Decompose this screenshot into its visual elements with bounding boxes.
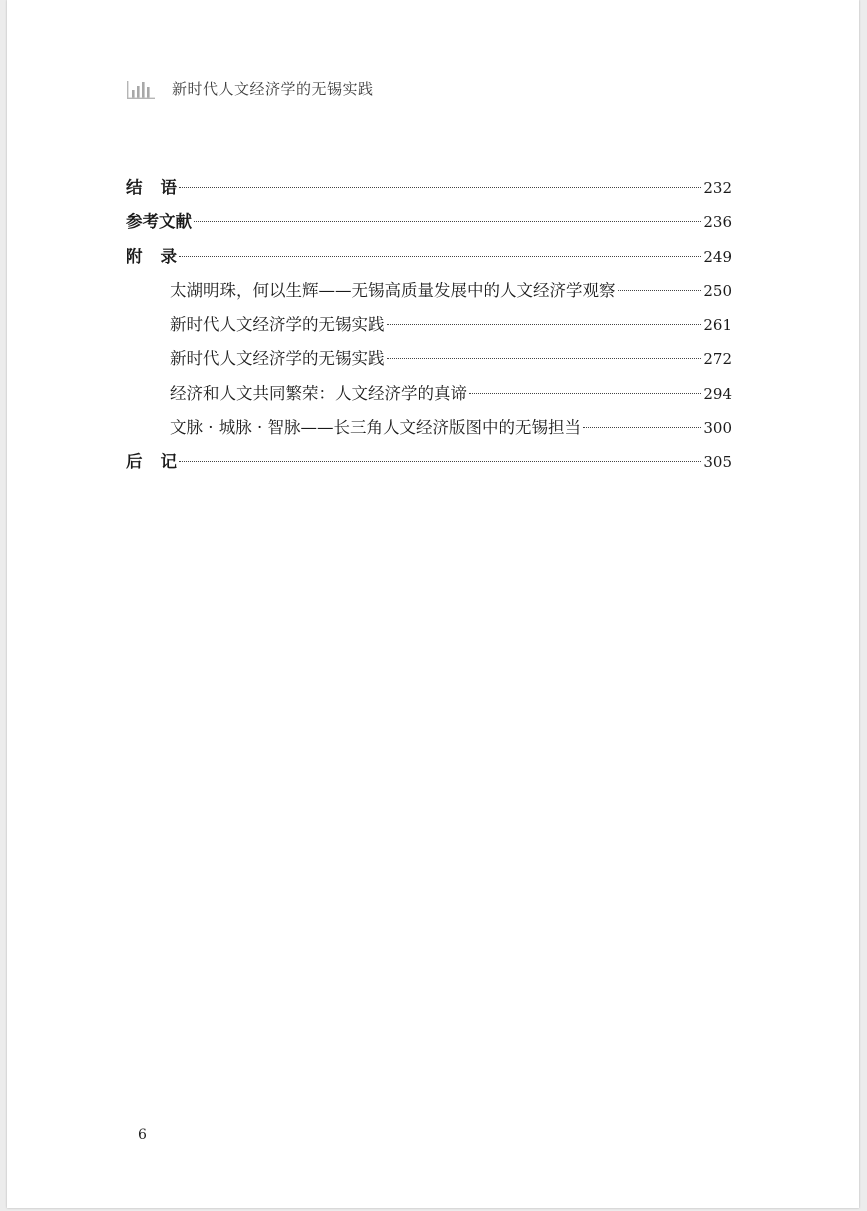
- dot-leader: [469, 393, 701, 394]
- dot-leader: [387, 324, 702, 325]
- toc-subentry[interactable]: [126, 411, 732, 445]
- toc-entry-references[interactable]: [126, 205, 732, 239]
- toc-subentry[interactable]: [126, 274, 732, 308]
- book-title: 新时代人文经济学的无锡实践: [172, 79, 374, 98]
- toc-page-number: 300: [703, 419, 732, 438]
- toc-page-number: 250: [703, 281, 732, 300]
- table-of-contents: [126, 171, 732, 480]
- dot-leader: [179, 461, 701, 462]
- document-page: [7, 0, 859, 1208]
- toc-subentry[interactable]: [126, 342, 732, 376]
- toc-entry-afterword[interactable]: [126, 445, 732, 479]
- toc-page-number: 305: [703, 453, 732, 472]
- toc-entry-label: 文脉 · 城脉 · 智脉——长三角人文经济版图中的无锡担当: [170, 418, 581, 438]
- toc-entry-label: 新时代人文经济学的无锡实践: [170, 349, 385, 369]
- toc-entry-label: 附录: [126, 246, 177, 266]
- toc-page-number: 236: [703, 213, 732, 232]
- page-number: 6: [138, 1127, 147, 1143]
- bar-chart-icon: [127, 77, 155, 99]
- dot-leader: [179, 187, 701, 188]
- toc-entry-label: 新时代人文经济学的无锡实践: [170, 315, 385, 335]
- toc-entry-label: 后记: [126, 452, 177, 472]
- toc-entry-appendix[interactable]: [126, 240, 732, 274]
- toc-entry-conclusion[interactable]: [126, 171, 732, 205]
- toc-entry-label: 经济和人文共同繁荣：人文经济学的真谛: [170, 383, 467, 403]
- toc-page-number: 294: [703, 384, 732, 403]
- running-header: [127, 74, 374, 102]
- toc-page-number: 232: [703, 179, 732, 197]
- dot-leader: [618, 290, 702, 291]
- toc-page-number: 272: [703, 350, 732, 369]
- dot-leader: [387, 358, 702, 359]
- toc-page-number: 249: [703, 247, 732, 266]
- toc-subentry[interactable]: [126, 377, 732, 411]
- dot-leader: [179, 256, 701, 257]
- toc-entry-label: 太湖明珠，何以生辉——无锡高质量发展中的人文经济学观察: [170, 280, 616, 300]
- toc-entry-label: 参考文献: [126, 212, 192, 232]
- dot-leader: [583, 427, 701, 428]
- toc-entry-label: 结语: [126, 178, 177, 197]
- toc-page-number: 261: [703, 316, 732, 335]
- dot-leader: [194, 221, 701, 222]
- toc-subentry[interactable]: [126, 308, 732, 342]
